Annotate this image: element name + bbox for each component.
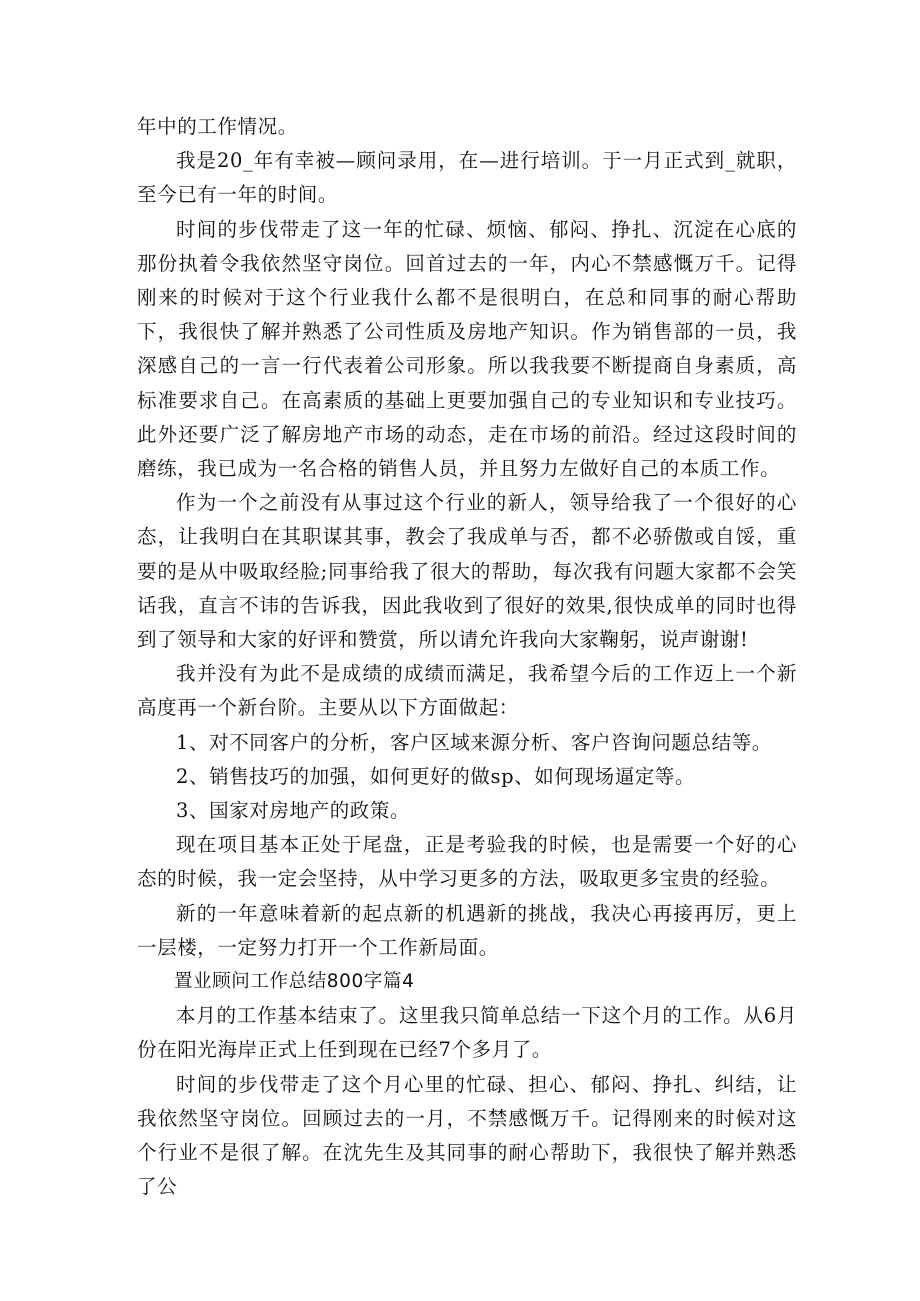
section-heading: 置业顾问工作总结800字篇4 — [174, 971, 415, 993]
paragraph-month-reflection: 时间的步伐带走了这个月心里的忙碌、担心、郁闷、挣扎、纠结，让我依然坚守岗位。回顾过去的一月，不禁感慨万千。记得刚来的时候对这个行业不是很了解。在沈先生及其同事的耐心帮助下，我很快了解并熟悉了公 — [137, 1072, 797, 1199]
paragraph-new-year: 新的一年意味着新的起点新的机遇新的挑战，我决心再接再厉，更上一层楼，一定努力打开一个工作新局面。 — [137, 901, 797, 959]
paragraph-continuation: 年中的工作情况。 — [137, 115, 298, 138]
paragraph-goals: 我并没有为此不是成绩的成绩而满足，我希望今后的工作迈上一个新高度再一个新台阶。主要从以下方面做起： — [137, 662, 797, 720]
list-item-3: 3、国家对房地产的政策。 — [176, 799, 411, 823]
paragraph-gratitude: 作为一个之前没有从事过这个行业的新人，领导给我了一个很好的心态，让我明白在其职谋其事，教会了我成单与否，都不必骄傲或自馁，重要的是从中吸取经脸;同事给我了很大的帮助，每次我有问题大家都不会笑话我，直言不讳的告诉我，因此我收到了很好的效果,很快成单的同时也得到了领导和大家的好评和赞赏，所以请允许我向大家鞠躬，说声谢谢! — [137, 491, 797, 652]
document-body — [137, 110, 797, 1205]
list-item-1: 1、对不同客户的分析，客户区域来源分析、客户咨询问题总结等。 — [176, 730, 772, 754]
paragraph-month-summary: 本月的工作基本结束了。这里我只简单总结一下这个月的工作。从6月份在阳光海岸正式上任到现在已经7个多月了。 — [137, 1004, 797, 1062]
paragraph-reflection: 时间的步伐带走了这一年的忙碌、烦恼、郁闷、挣扎、沉淀在心底的那份执着令我依然坚守岗位。回首过去的一年，内心不禁感慨万千。记得刚来的时候对于这个行业我什么都不是很明白，在总和同事的耐心帮助下，我很快了解并熟悉了公司性质及房地产知识。作为销售部的一员，我深感自己的一言一行代表着公司形象。所以我我要不断提商自身素质，高标准要求自己。在高素质的基础上更要加强自己的专业知识和专业技巧。此外还要广泛了解房地产市场的动态，走在市场的前沿。经过这段时间的磨练，我已成为一名合格的销售人员，并且努力左做好自己的本质工作。 — [137, 217, 797, 481]
paragraph-current: 现在项目基本正处于尾盘，正是考验我的时候，也是需要一个好的心态的时候，我一定会坚持，从中学习更多的方法，吸取更多宝贵的经验。 — [137, 833, 797, 891]
list-item-2: 2、销售技巧的加强，如何更好的做sp、如何现场逼定等。 — [176, 764, 696, 788]
paragraph-intro: 我是20_年有幸被—顾问录用，在—进行培训。于一月正式到_就职，至今已有一年的时间。 — [137, 149, 797, 207]
